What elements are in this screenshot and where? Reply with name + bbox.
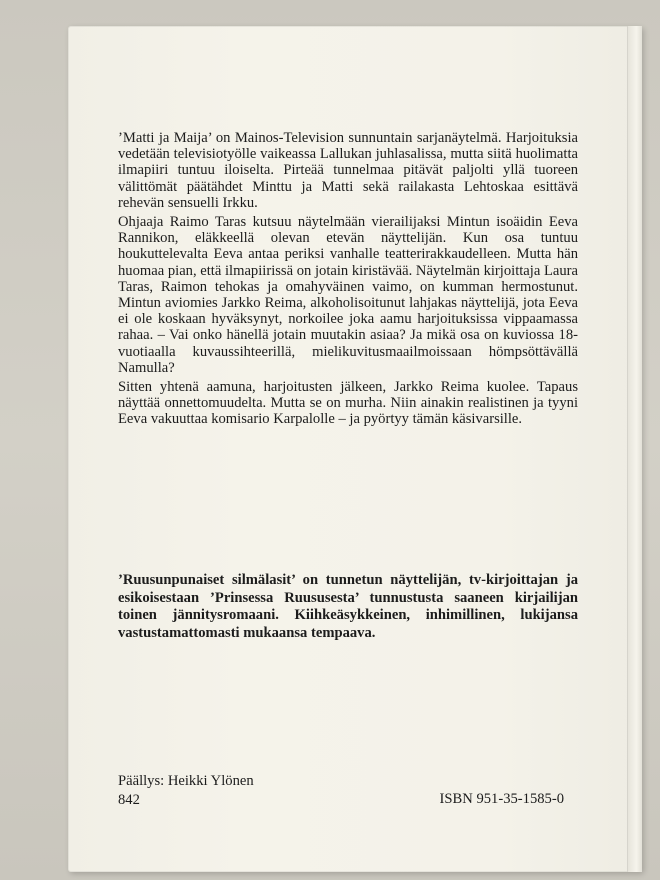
book-back-cover: [68, 26, 642, 872]
series-number: 842: [118, 792, 140, 808]
bold-blurb: ’Ruusunpunaiset silmälasit’ on tunnetun näyttelijän, tv-kirjoittajan ja esikoisestaan ’Prinsessa Ruususesta’ tunnustusta saaneen kirjailijan toinen jännitysromaani. Kiihkeäsykkeinen, inhimillinen, lukijansa vastustamattomasti mukaansa tempaava.: [118, 572, 578, 641]
cover-footer-left: [118, 772, 254, 810]
book-spine-edge: [627, 26, 642, 872]
isbn: ISBN 951-35-1585-0: [439, 791, 564, 807]
blurb-text: [118, 130, 578, 431]
cover-credit: Päällys: Heikki Ylönen: [118, 773, 254, 789]
blurb-paragraph-2: Ohjaaja Raimo Taras kutsuu näytelmään vierailijaksi Mintun isoäidin Eeva Rannikon, eläkkeellä olevan etevän näyttelijän. Kun osa tuntuu houkuttelevalta Eeva antaa periksi vanhalle teatterirakkaudelleen. Mutta hän huomaa pian, että ilmapiirissä on jotain kiristävää. Näytelmän kirjoittaja Laura Taras, Raimon tehokas ja omahyväinen vaimo, on kumman hermostunut. Mintun aviomies Jarkko Reima, alkoholisoitunut lahjakas näyttelijä, jota Eeva ei ole koskaan hyväksynyt, norkoilee joka aamu harjoituksissa vippaamassa rahaa. – Vai onko hänellä jotain muutakin asiaa? Ja mikä osa on kuviossa 18-vuotiaalla kuvaussihteerillä, mielikuvitusmaailmoissaan hömpsöttävällä Namulla?: [118, 214, 578, 376]
blurb-paragraph-3: Sitten yhtenä aamuna, harjoitusten jälkeen, Jarkko Reima kuolee. Tapaus näyttää onnettomuudelta. Mutta se on murha. Niin ainakin realistinen ja tyyni Eeva vakuuttaa komisario Karpalolle – ja pyörtyy tämän käsivarsille.: [118, 379, 578, 428]
blurb-paragraph-1: ’Matti ja Maija’ on Mainos-Television sunnuntain sarjanäytelmä. Harjoituksia vedetään televisiotyölle vaikeassa Lallukan juhlasalissa, mutta siitä huolimatta ilmapiiri tuntuu iloiselta. Pirteää tunnelmaa pitävät paljolti yllä tuoreen välittömät päätähdet Minttu ja Matti sekä railakasta Lehtoskaa esittävä rehevän sensuelli Irkku.: [118, 130, 578, 211]
